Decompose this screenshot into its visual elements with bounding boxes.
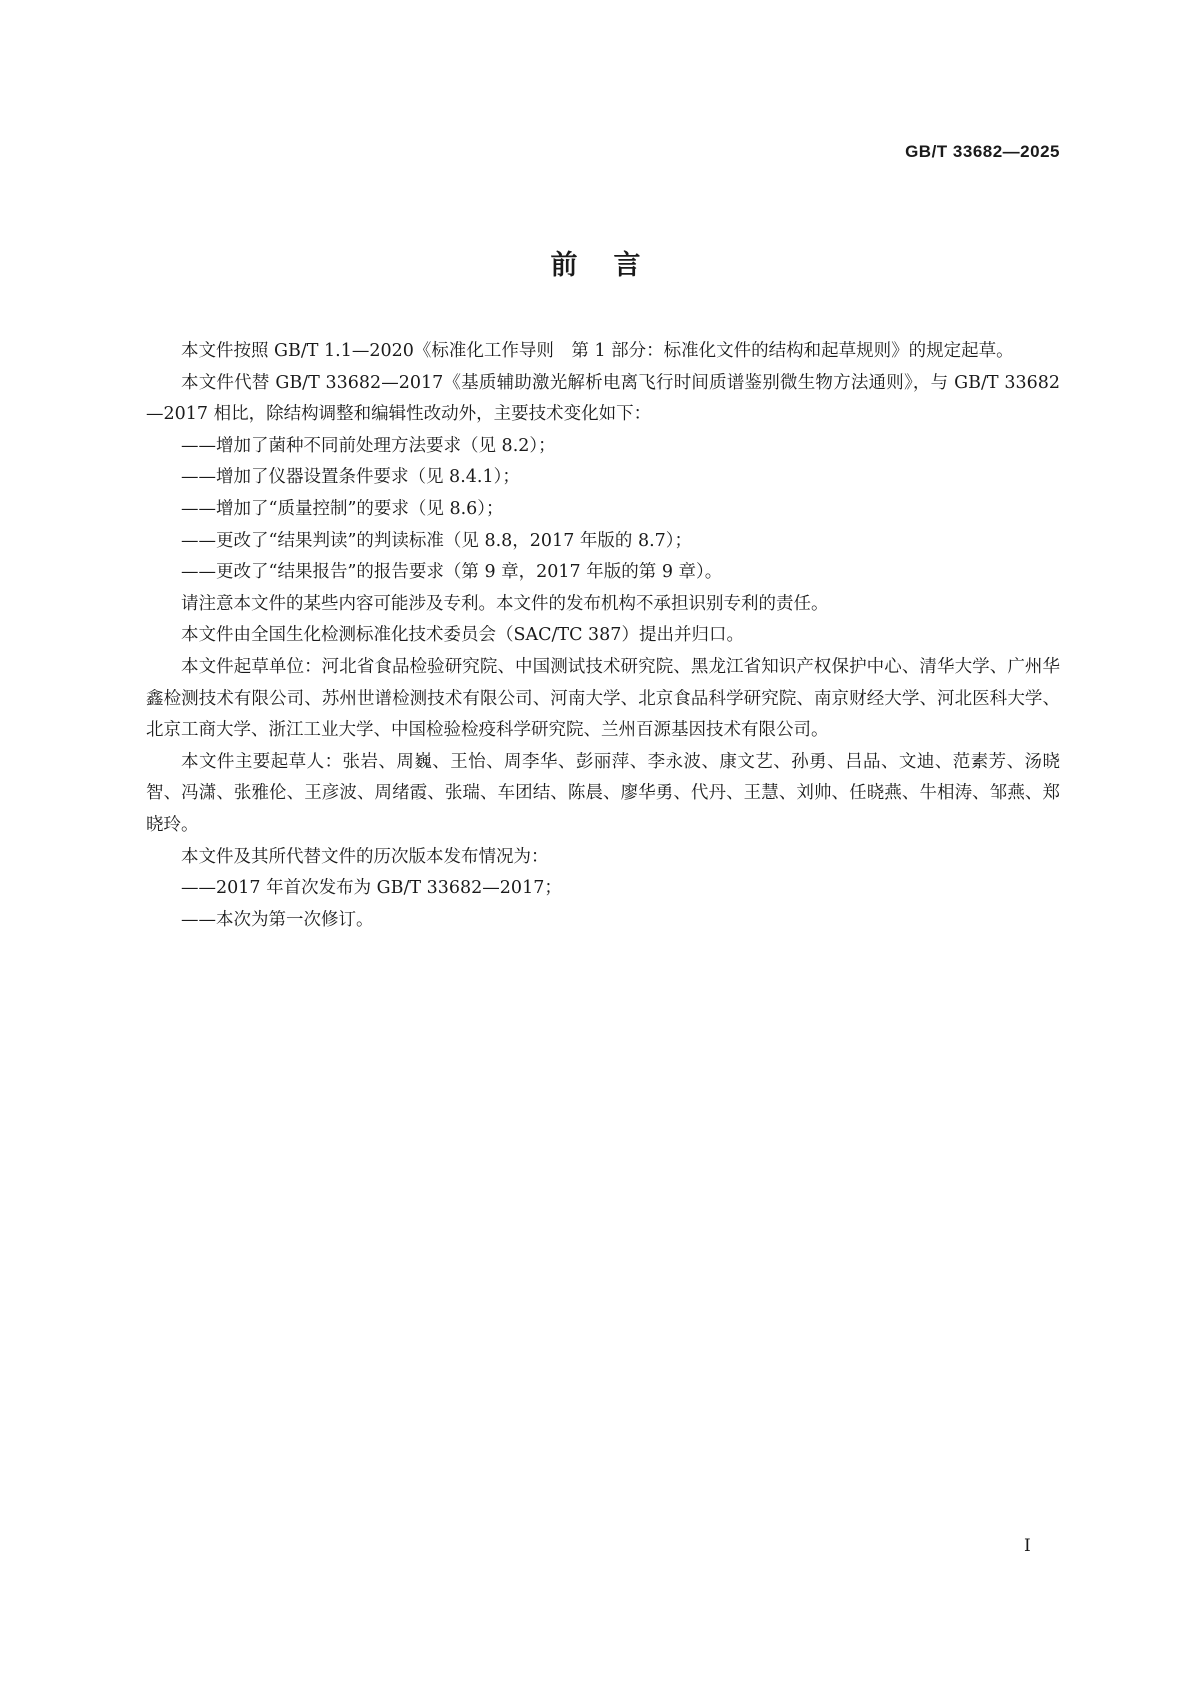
change-item: ——增加了“质量控制”的要求（见 8.6）； [181, 498, 504, 519]
paragraph-committee: 本文件由全国生化检测标准化技术委员会（SAC/TC 387）提出并归口。 [181, 625, 744, 646]
change-item: ——增加了菌种不同前处理方法要求（见 8.2）； [181, 435, 556, 456]
paragraph-drafting-rules: 本文件按照 GB/T 1.1—2020《标准化工作导则 第 1 部分：标准化文件的结构和起草规则》的规定起草。 [181, 341, 1014, 361]
paragraph-version-history: 本文件及其所代替文件的历次版本发布情况为： [181, 846, 549, 867]
change-item: ——增加了仪器设置条件要求（见 8.4.1）； [181, 467, 520, 488]
document-code: GB/T 33682—2025 [905, 142, 1060, 161]
paragraph-replacement: 本文件代替 GB/T 33682—2017《基质辅助激光解析电离飞行时间质谱鉴别微生物方法通则》，与 GB/T 33682—2017 相比，除结构调整和编辑性改动外，主要技术变化如下： [146, 372, 1060, 425]
page-title: 前言 [550, 250, 677, 281]
paragraph-drafting-units: 本文件起草单位：河北省食品检验研究院、中国测试技术研究院、黑龙江省知识产权保护中心、清华大学、广州华鑫检测技术有限公司、苏州世谱检测技术有限公司、河南大学、北京食品科学研究院、南京财经大学、河北医科大学、北京工商大学、浙江工业大学、中国检验检疫科学研究院、兰州百源基因技术有限公司。 [146, 656, 1060, 741]
history-item: ——本次为第一次修订。 [181, 909, 374, 930]
history-item: ——2017 年首次发布为 GB/T 33682—2017； [181, 878, 562, 899]
paragraph-patent-notice: 请注意本文件的某些内容可能涉及专利。本文件的发布机构不承担识别专利的责任。 [181, 593, 829, 614]
page-number: I [1024, 1536, 1031, 1556]
paragraph-drafters: 本文件主要起草人：张岩、周巍、王怡、周李华、彭丽萍、李永波、康文艺、孙勇、吕品、文迪、范素芳、汤晓智、冯潇、张雅伦、王彦波、周绪霞、张瑞、车团结、陈晨、廖华勇、代丹、王慧、刘帅、任晓燕、牛相涛、邹燕、郑晓玲。 [146, 751, 1060, 835]
change-item: ——更改了“结果报告”的报告要求（第 9 章，2017 年版的第 9 章）。 [181, 562, 723, 583]
foreword-body [146, 336, 1060, 936]
change-item: ——更改了“结果判读”的判读标准（见 8.8，2017 年版的 8.7）； [181, 530, 693, 551]
